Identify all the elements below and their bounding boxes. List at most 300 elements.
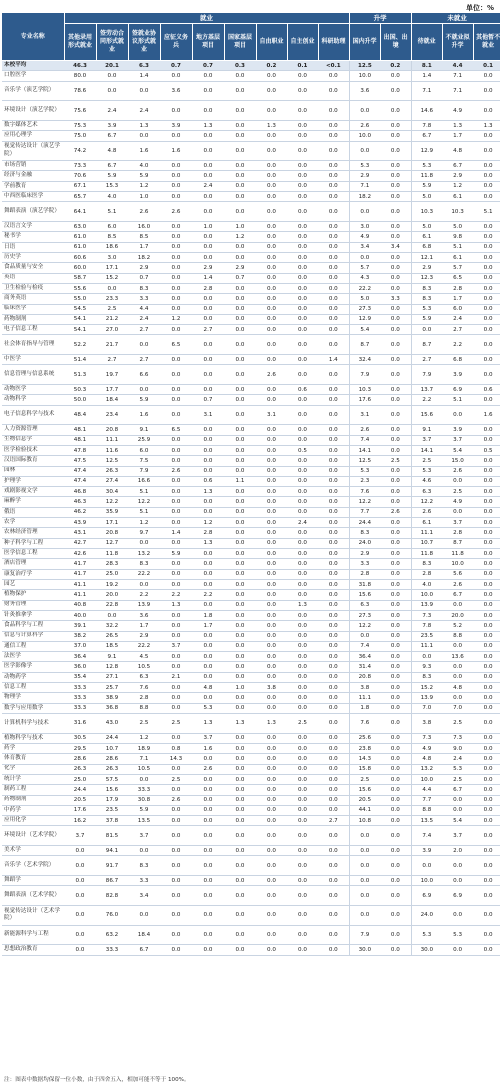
value-cell: 0.0 bbox=[287, 764, 318, 774]
value-cell: 0.0 bbox=[256, 703, 287, 713]
table-row bbox=[2, 559, 500, 569]
value-cell: 33.3 bbox=[128, 785, 160, 795]
value-cell: 0.0 bbox=[64, 945, 96, 955]
value-cell: 0.0 bbox=[192, 294, 224, 304]
value-cell: 35.9 bbox=[96, 507, 128, 517]
column-header: 签劳动合同形式就业 bbox=[96, 24, 128, 61]
value-cell: 0.0 bbox=[318, 476, 349, 486]
value-cell: 15.3 bbox=[96, 181, 128, 191]
value-cell: 5.3 bbox=[411, 304, 442, 314]
value-cell: 0.0 bbox=[380, 181, 411, 191]
value-cell: 0.0 bbox=[287, 703, 318, 713]
value-cell: 0.0 bbox=[380, 314, 411, 324]
value-cell: 0.0 bbox=[318, 672, 349, 682]
value-cell: 0.0 bbox=[473, 425, 500, 435]
table-row bbox=[2, 252, 500, 262]
value-cell: 0.0 bbox=[473, 314, 500, 324]
value-cell: 43.1 bbox=[64, 528, 96, 538]
value-cell: 0.0 bbox=[192, 905, 224, 925]
value-cell: 60.0 bbox=[64, 263, 96, 273]
value-cell: 0.0 bbox=[256, 549, 287, 559]
value-cell: 14.3 bbox=[160, 754, 192, 764]
value-cell: 7.7 bbox=[411, 795, 442, 805]
major-name-cell: 药物制剂 bbox=[2, 314, 64, 324]
value-cell: 2.5 bbox=[411, 456, 442, 466]
value-cell: 15.6 bbox=[96, 785, 128, 795]
value-cell: 2.8 bbox=[411, 569, 442, 579]
value-cell: 1.3 bbox=[287, 600, 318, 610]
column-header: 国内升学 bbox=[349, 24, 380, 61]
value-cell: 0.0 bbox=[287, 232, 318, 242]
value-cell: 0.0 bbox=[287, 733, 318, 743]
value-cell: 0.0 bbox=[192, 202, 224, 222]
value-cell: 32.4 bbox=[349, 355, 380, 365]
value-cell: 5.0 bbox=[442, 222, 473, 232]
value-cell: 1.3 bbox=[192, 487, 224, 497]
value-cell: 3.9 bbox=[442, 425, 473, 435]
major-name-cell: 医学信息工程 bbox=[2, 549, 64, 559]
value-cell: 0.0 bbox=[160, 476, 192, 486]
value-cell: 13.7 bbox=[411, 385, 442, 395]
table-row bbox=[2, 181, 500, 191]
value-cell: 48.1 bbox=[64, 435, 96, 445]
value-cell: 0.0 bbox=[256, 672, 287, 682]
value-cell: 47.4 bbox=[64, 476, 96, 486]
value-cell: 1.6 bbox=[473, 405, 500, 425]
value-cell: 2.2 bbox=[160, 590, 192, 600]
value-cell: 8.3 bbox=[411, 294, 442, 304]
value-cell: 0.0 bbox=[256, 805, 287, 815]
value-cell: 5.3 bbox=[192, 703, 224, 713]
value-cell: 7.0 bbox=[411, 703, 442, 713]
value-cell: 2.6 bbox=[160, 795, 192, 805]
value-cell: 0.0 bbox=[380, 559, 411, 569]
value-cell: 0.0 bbox=[256, 325, 287, 335]
value-cell: 6.9 bbox=[411, 886, 442, 906]
value-cell: 0.0 bbox=[473, 497, 500, 507]
value-cell: 20.5 bbox=[64, 795, 96, 805]
value-cell: 0.0 bbox=[473, 71, 500, 81]
value-cell: 0.0 bbox=[160, 846, 192, 856]
value-cell: 0.0 bbox=[160, 925, 192, 945]
value-cell: 2.2 bbox=[411, 395, 442, 405]
value-cell: 0.0 bbox=[318, 559, 349, 569]
value-cell: 0.0 bbox=[256, 662, 287, 672]
value-cell: 0.0 bbox=[160, 181, 192, 191]
value-cell: 0.0 bbox=[224, 652, 256, 662]
value-cell: 0.0 bbox=[160, 325, 192, 335]
value-cell: 0.0 bbox=[380, 925, 411, 945]
value-cell: 0.0 bbox=[287, 886, 318, 906]
value-cell: 7.9 bbox=[128, 466, 160, 476]
value-cell: 0.0 bbox=[160, 222, 192, 232]
value-cell: 0.0 bbox=[160, 304, 192, 314]
value-cell: 0.0 bbox=[96, 81, 128, 101]
value-cell: 0.0 bbox=[287, 816, 318, 826]
value-cell: 4.8 bbox=[442, 683, 473, 693]
value-cell: 3.7 bbox=[64, 826, 96, 846]
value-cell: 0.0 bbox=[256, 518, 287, 528]
value-cell: 1.3 bbox=[160, 600, 192, 610]
value-cell: 0.0 bbox=[160, 242, 192, 252]
value-cell: 63.0 bbox=[64, 222, 96, 232]
value-cell: 0.0 bbox=[318, 71, 349, 81]
value-cell: 20.5 bbox=[349, 795, 380, 805]
value-cell: 8.7 bbox=[349, 335, 380, 355]
value-cell: 0.0 bbox=[318, 631, 349, 641]
table-row bbox=[2, 355, 500, 365]
value-cell: 0.0 bbox=[192, 71, 224, 81]
major-name-cell: 中药学 bbox=[2, 805, 64, 815]
value-cell: 0.0 bbox=[380, 355, 411, 365]
value-cell: 0.0 bbox=[318, 161, 349, 171]
table-row bbox=[2, 600, 500, 610]
value-cell: 3.3 bbox=[380, 294, 411, 304]
column-header: 待就业 bbox=[411, 24, 442, 61]
value-cell: 1.7 bbox=[442, 131, 473, 141]
table-row bbox=[2, 395, 500, 405]
table-row bbox=[2, 641, 500, 651]
value-cell: 0.8 bbox=[160, 743, 192, 753]
value-cell: 0.0 bbox=[256, 590, 287, 600]
value-cell: 0.0 bbox=[224, 703, 256, 713]
value-cell: 0.0 bbox=[224, 600, 256, 610]
value-cell: 24.4 bbox=[96, 733, 128, 743]
value-cell: 0.0 bbox=[160, 507, 192, 517]
value-cell: 0.0 bbox=[380, 192, 411, 202]
value-cell: 0.0 bbox=[380, 101, 411, 121]
value-cell: 6.8 bbox=[442, 355, 473, 365]
value-cell: 25.6 bbox=[349, 733, 380, 743]
value-cell: 18.2 bbox=[128, 252, 160, 262]
value-cell: 54.5 bbox=[64, 304, 96, 314]
value-cell: 0.0 bbox=[256, 81, 287, 101]
value-cell: 3.1 bbox=[256, 405, 287, 425]
major-name-cell: 信息管理与信息系统 bbox=[2, 365, 64, 385]
value-cell: 0.0 bbox=[287, 192, 318, 202]
value-cell: 0.0 bbox=[442, 641, 473, 651]
value-cell: 0.0 bbox=[287, 945, 318, 955]
value-cell: 0.0 bbox=[318, 314, 349, 324]
value-cell: 18.9 bbox=[128, 743, 160, 753]
value-cell: 0.0 bbox=[160, 131, 192, 141]
value-cell: 31.4 bbox=[349, 662, 380, 672]
major-name-cell: 市场营销 bbox=[2, 161, 64, 171]
column-header: 不就业拟升学 bbox=[442, 24, 473, 61]
value-cell: 0.0 bbox=[380, 600, 411, 610]
value-cell: 0.0 bbox=[318, 795, 349, 805]
value-cell: 0.0 bbox=[442, 662, 473, 672]
value-cell: 0.0 bbox=[192, 886, 224, 906]
value-cell: 0.0 bbox=[473, 273, 500, 283]
major-name-cell: 汉语国际教育 bbox=[2, 456, 64, 466]
major-name-cell: 生物信息学 bbox=[2, 435, 64, 445]
value-cell: 14.3 bbox=[349, 754, 380, 764]
value-cell: 74.2 bbox=[64, 141, 96, 161]
value-cell: 7.3 bbox=[411, 733, 442, 743]
value-cell: 0.0 bbox=[160, 161, 192, 171]
value-cell: 3.1 bbox=[349, 405, 380, 425]
value-cell: 0.0 bbox=[256, 743, 287, 753]
value-cell: 0.0 bbox=[380, 71, 411, 81]
value-cell: 0.0 bbox=[318, 222, 349, 232]
value-cell: 0.0 bbox=[287, 631, 318, 641]
value-cell: 0.0 bbox=[473, 528, 500, 538]
value-cell: 0.0 bbox=[224, 242, 256, 252]
value-cell: 21.7 bbox=[96, 335, 128, 355]
value-cell: 3.3 bbox=[128, 876, 160, 886]
value-cell: 47.4 bbox=[64, 466, 96, 476]
value-cell: 2.7 bbox=[318, 816, 349, 826]
value-cell: 2.6 bbox=[411, 507, 442, 517]
value-cell: 0.0 bbox=[380, 826, 411, 846]
value-cell: 0.7 bbox=[192, 395, 224, 405]
value-cell: 15.0 bbox=[442, 456, 473, 466]
value-cell: 0.0 bbox=[318, 192, 349, 202]
major-name-cell: 学前教育 bbox=[2, 181, 64, 191]
value-cell: 0.0 bbox=[224, 641, 256, 651]
value-cell: 0.0 bbox=[287, 641, 318, 651]
value-cell: 0.0 bbox=[224, 171, 256, 181]
column-header: 应征义务兵 bbox=[160, 24, 192, 61]
value-cell: 0.0 bbox=[318, 925, 349, 945]
value-cell: 0.0 bbox=[287, 202, 318, 222]
value-cell: 0.0 bbox=[224, 294, 256, 304]
value-cell: 0.0 bbox=[318, 466, 349, 476]
value-cell: 22.8 bbox=[96, 600, 128, 610]
value-cell: 7.4 bbox=[349, 641, 380, 651]
value-cell: 18.2 bbox=[349, 192, 380, 202]
table-row bbox=[2, 425, 500, 435]
value-cell: 0.0 bbox=[224, 81, 256, 101]
value-cell: 10.0 bbox=[349, 131, 380, 141]
value-cell: 0.6 bbox=[473, 385, 500, 395]
value-cell: 0.0 bbox=[473, 263, 500, 273]
table-row bbox=[2, 435, 500, 445]
value-cell: 0.0 bbox=[192, 365, 224, 385]
value-cell: 0.0 bbox=[287, 355, 318, 365]
value-cell: 6.9 bbox=[442, 385, 473, 395]
value-cell: 8.3 bbox=[128, 559, 160, 569]
value-cell: 0.0 bbox=[318, 703, 349, 713]
value-cell: 0.0 bbox=[349, 826, 380, 846]
value-cell: 1.8 bbox=[349, 703, 380, 713]
value-cell: 2.7 bbox=[442, 325, 473, 335]
value-cell: 10.7 bbox=[411, 538, 442, 548]
table-row bbox=[2, 222, 500, 232]
value-cell: 43.9 bbox=[64, 518, 96, 528]
value-cell: 0.0 bbox=[224, 631, 256, 641]
value-cell: 0.0 bbox=[287, 294, 318, 304]
value-cell: 0.0 bbox=[318, 507, 349, 517]
value-cell: 0.0 bbox=[64, 876, 96, 886]
value-cell: 2.1 bbox=[160, 672, 192, 682]
value-cell: 46.2 bbox=[64, 507, 96, 517]
value-cell: 0.0 bbox=[192, 600, 224, 610]
value-cell: 0.0 bbox=[287, 120, 318, 130]
major-name-cell: 农林经济管理 bbox=[2, 528, 64, 538]
value-cell: 55.0 bbox=[64, 294, 96, 304]
value-cell: 13.9 bbox=[128, 600, 160, 610]
value-cell: 0.0 bbox=[473, 600, 500, 610]
value-cell: 0.0 bbox=[318, 652, 349, 662]
value-cell: 0.0 bbox=[192, 466, 224, 476]
value-cell: 0.0 bbox=[287, 549, 318, 559]
value-cell: 0.0 bbox=[473, 435, 500, 445]
value-cell: 17.6 bbox=[64, 805, 96, 815]
value-cell: 6.3 bbox=[349, 600, 380, 610]
value-cell: 0.0 bbox=[256, 466, 287, 476]
value-cell: 0.0 bbox=[287, 528, 318, 538]
value-cell: 0.0 bbox=[256, 876, 287, 886]
value-cell: 2.5 bbox=[287, 714, 318, 734]
value-cell: 3.9 bbox=[442, 365, 473, 385]
table-row bbox=[2, 856, 500, 876]
value-cell: 27.3 bbox=[349, 610, 380, 620]
value-cell: 0.0 bbox=[380, 385, 411, 395]
value-cell: 5.3 bbox=[411, 925, 442, 945]
value-cell: 6.1 bbox=[411, 232, 442, 242]
value-cell: 29.5 bbox=[64, 743, 96, 753]
value-cell: 25.7 bbox=[96, 683, 128, 693]
value-cell: 3.4 bbox=[349, 242, 380, 252]
value-cell: 38.9 bbox=[96, 693, 128, 703]
value-cell: 0.0 bbox=[256, 304, 287, 314]
value-cell: 0.0 bbox=[224, 131, 256, 141]
value-cell: 9.3 bbox=[411, 662, 442, 672]
column-header: 自由职业 bbox=[256, 24, 287, 61]
value-cell: 91.7 bbox=[96, 856, 128, 876]
value-cell: 0.0 bbox=[473, 141, 500, 161]
value-cell: 0.0 bbox=[192, 549, 224, 559]
value-cell: 0.1 bbox=[287, 61, 318, 71]
value-cell: 0.0 bbox=[256, 202, 287, 222]
value-cell: 0.0 bbox=[442, 795, 473, 805]
value-cell: 20.8 bbox=[96, 528, 128, 538]
value-cell: 12.9 bbox=[349, 314, 380, 324]
value-cell: 15.6 bbox=[349, 590, 380, 600]
value-cell: 0.0 bbox=[287, 774, 318, 784]
value-cell: 5.1 bbox=[442, 242, 473, 252]
value-cell: 8.3 bbox=[128, 283, 160, 293]
value-cell: 0.0 bbox=[287, 456, 318, 466]
value-cell: 0.0 bbox=[380, 425, 411, 435]
value-cell: 0.0 bbox=[160, 805, 192, 815]
value-cell: 2.6 bbox=[256, 365, 287, 385]
value-cell: 7.1 bbox=[442, 71, 473, 81]
table-row bbox=[2, 743, 500, 753]
value-cell: 0.0 bbox=[318, 81, 349, 101]
value-cell: 64.1 bbox=[64, 202, 96, 222]
value-cell: 0.0 bbox=[160, 764, 192, 774]
major-name-cell: 食品质量与安全 bbox=[2, 263, 64, 273]
major-name-cell: 麻醉学 bbox=[2, 497, 64, 507]
value-cell: 0.0 bbox=[256, 774, 287, 784]
value-cell: 0.0 bbox=[128, 774, 160, 784]
value-cell: 0.0 bbox=[160, 263, 192, 273]
value-cell: 0.0 bbox=[256, 600, 287, 610]
table-row bbox=[2, 816, 500, 826]
value-cell: 0.0 bbox=[380, 476, 411, 486]
table-row bbox=[2, 487, 500, 497]
value-cell: 0.0 bbox=[349, 886, 380, 906]
value-cell: 3.7 bbox=[411, 435, 442, 445]
value-cell: 0.0 bbox=[380, 733, 411, 743]
table-row bbox=[2, 445, 500, 455]
value-cell: 48.1 bbox=[64, 425, 96, 435]
value-cell: 0.0 bbox=[473, 672, 500, 682]
value-cell: 0.0 bbox=[256, 395, 287, 405]
value-cell: 0.0 bbox=[380, 395, 411, 405]
value-cell: 5.4 bbox=[442, 816, 473, 826]
value-cell: 36.0 bbox=[64, 662, 96, 672]
value-cell: 0.0 bbox=[380, 641, 411, 651]
value-cell: 15.6 bbox=[349, 785, 380, 795]
value-cell: 11.1 bbox=[96, 435, 128, 445]
value-cell: 0.0 bbox=[192, 242, 224, 252]
value-cell: 0.0 bbox=[380, 518, 411, 528]
value-cell: 0.0 bbox=[473, 242, 500, 252]
value-cell: 5.1 bbox=[128, 507, 160, 517]
table-row bbox=[2, 652, 500, 662]
major-name-cell: 环境设计（演艺学院） bbox=[2, 101, 64, 121]
value-cell: 0.0 bbox=[224, 610, 256, 620]
value-cell: 12.1 bbox=[411, 252, 442, 262]
value-cell: 0.0 bbox=[318, 528, 349, 538]
value-cell: 0.0 bbox=[473, 846, 500, 856]
major-name-cell: 通信工程 bbox=[2, 641, 64, 651]
value-cell: 13.9 bbox=[411, 600, 442, 610]
value-cell: 0.0 bbox=[380, 774, 411, 784]
value-cell: 1.7 bbox=[192, 621, 224, 631]
value-cell: 2.7 bbox=[96, 355, 128, 365]
value-cell: 0.0 bbox=[318, 120, 349, 130]
value-cell: 0.0 bbox=[256, 445, 287, 455]
value-cell: 1.6 bbox=[192, 743, 224, 753]
value-cell: 5.3 bbox=[411, 161, 442, 171]
value-cell: 12.9 bbox=[411, 141, 442, 161]
value-cell: 7.3 bbox=[442, 733, 473, 743]
value-cell: 12.2 bbox=[128, 497, 160, 507]
major-name-cell: 医学检验技术 bbox=[2, 445, 64, 455]
value-cell: 2.5 bbox=[160, 714, 192, 734]
value-cell: 13.6 bbox=[442, 652, 473, 662]
value-cell: 0.0 bbox=[224, 425, 256, 435]
value-cell: 11.1 bbox=[411, 641, 442, 651]
value-cell: 0.0 bbox=[160, 538, 192, 548]
major-name-cell: 统计学 bbox=[2, 774, 64, 784]
value-cell: 2.9 bbox=[128, 263, 160, 273]
value-cell: 0.0 bbox=[473, 549, 500, 559]
column-header: 出国、出境 bbox=[380, 24, 411, 61]
value-cell: 0.0 bbox=[256, 497, 287, 507]
value-cell: 1.0 bbox=[128, 192, 160, 202]
table-row bbox=[2, 795, 500, 805]
value-cell: 0.0 bbox=[473, 569, 500, 579]
value-cell: 0.0 bbox=[473, 355, 500, 365]
value-cell: 19.2 bbox=[96, 579, 128, 589]
table-row bbox=[2, 71, 500, 81]
value-cell: 2.5 bbox=[442, 487, 473, 497]
value-cell: 6.5 bbox=[160, 335, 192, 355]
value-cell: 0.0 bbox=[256, 621, 287, 631]
table-row bbox=[2, 232, 500, 242]
value-cell: 8.8 bbox=[128, 703, 160, 713]
table-row bbox=[2, 171, 500, 181]
value-cell: 2.5 bbox=[442, 774, 473, 784]
value-cell: 0.0 bbox=[256, 476, 287, 486]
value-cell: 0.0 bbox=[192, 355, 224, 365]
